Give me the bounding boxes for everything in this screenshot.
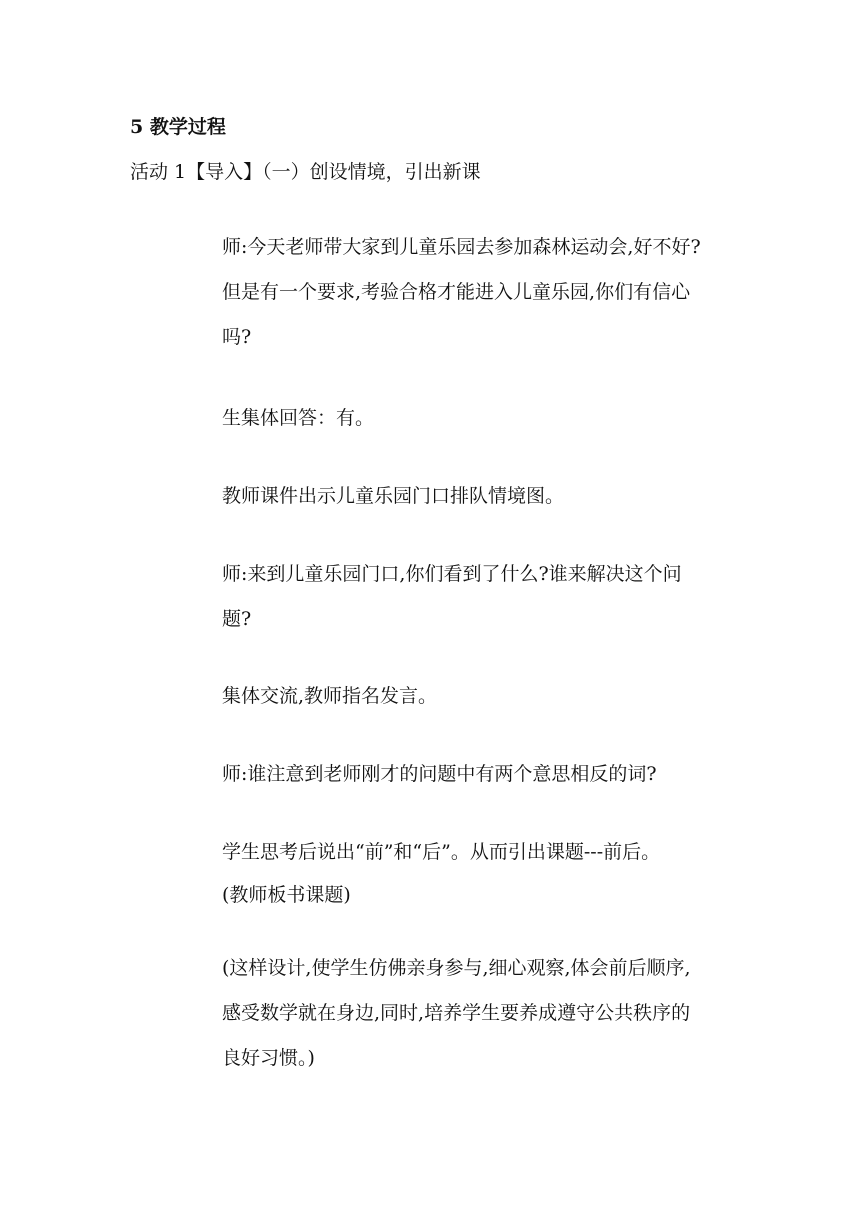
paragraph-line: 良好习惯。)	[222, 1047, 315, 1069]
activity-title: 活动 1【导入】（一）创设情境，引出新课	[130, 161, 481, 183]
paragraph-line: 吗?	[222, 326, 252, 348]
paragraph-line: 教师课件出示儿童乐园门口排队情境图。	[222, 485, 565, 507]
paragraph-line: 题?	[222, 608, 252, 630]
paragraph-design-note	[222, 946, 752, 1081]
paragraph-teacher-question	[222, 552, 752, 642]
paragraph-teacher-intro	[222, 225, 752, 360]
paragraph-line: 师:今天老师带大家到儿童乐园去参加森林运动会,好不好?	[222, 236, 701, 258]
paragraph-student-thinking	[222, 830, 752, 915]
paragraph-line: 学生思考后说出“前”和“后”。从而引出课题---前后。	[222, 841, 661, 863]
paragraph-line: 集体交流,教师指名发言。	[222, 685, 438, 707]
paragraph-line: 师:谁注意到老师刚才的问题中有两个意思相反的词?	[222, 763, 657, 785]
paragraph-line: (教师板书课题)	[222, 884, 351, 906]
paragraph-line: 感受数学就在身边,同时,培养学生要养成遵守公共秩序的	[222, 1002, 691, 1024]
paragraph-line: 生集体回答：有。	[222, 407, 375, 429]
paragraph-group-discussion	[222, 674, 752, 719]
section-heading: 5 教学过程	[130, 116, 226, 138]
paragraph-courseware	[222, 474, 752, 519]
paragraph-line: 但是有一个要求,考验合格才能进入儿童乐园,你们有信心	[222, 281, 691, 303]
paragraph-teacher-opposites	[222, 752, 752, 797]
paragraph-line: 师:来到儿童乐园门口,你们看到了什么?谁来解决这个问	[222, 563, 682, 585]
paragraph-student-answer	[222, 396, 752, 441]
paragraph-line: (这样设计,使学生仿佛亲身参与,细心观察,体会前后顺序,	[222, 957, 691, 979]
